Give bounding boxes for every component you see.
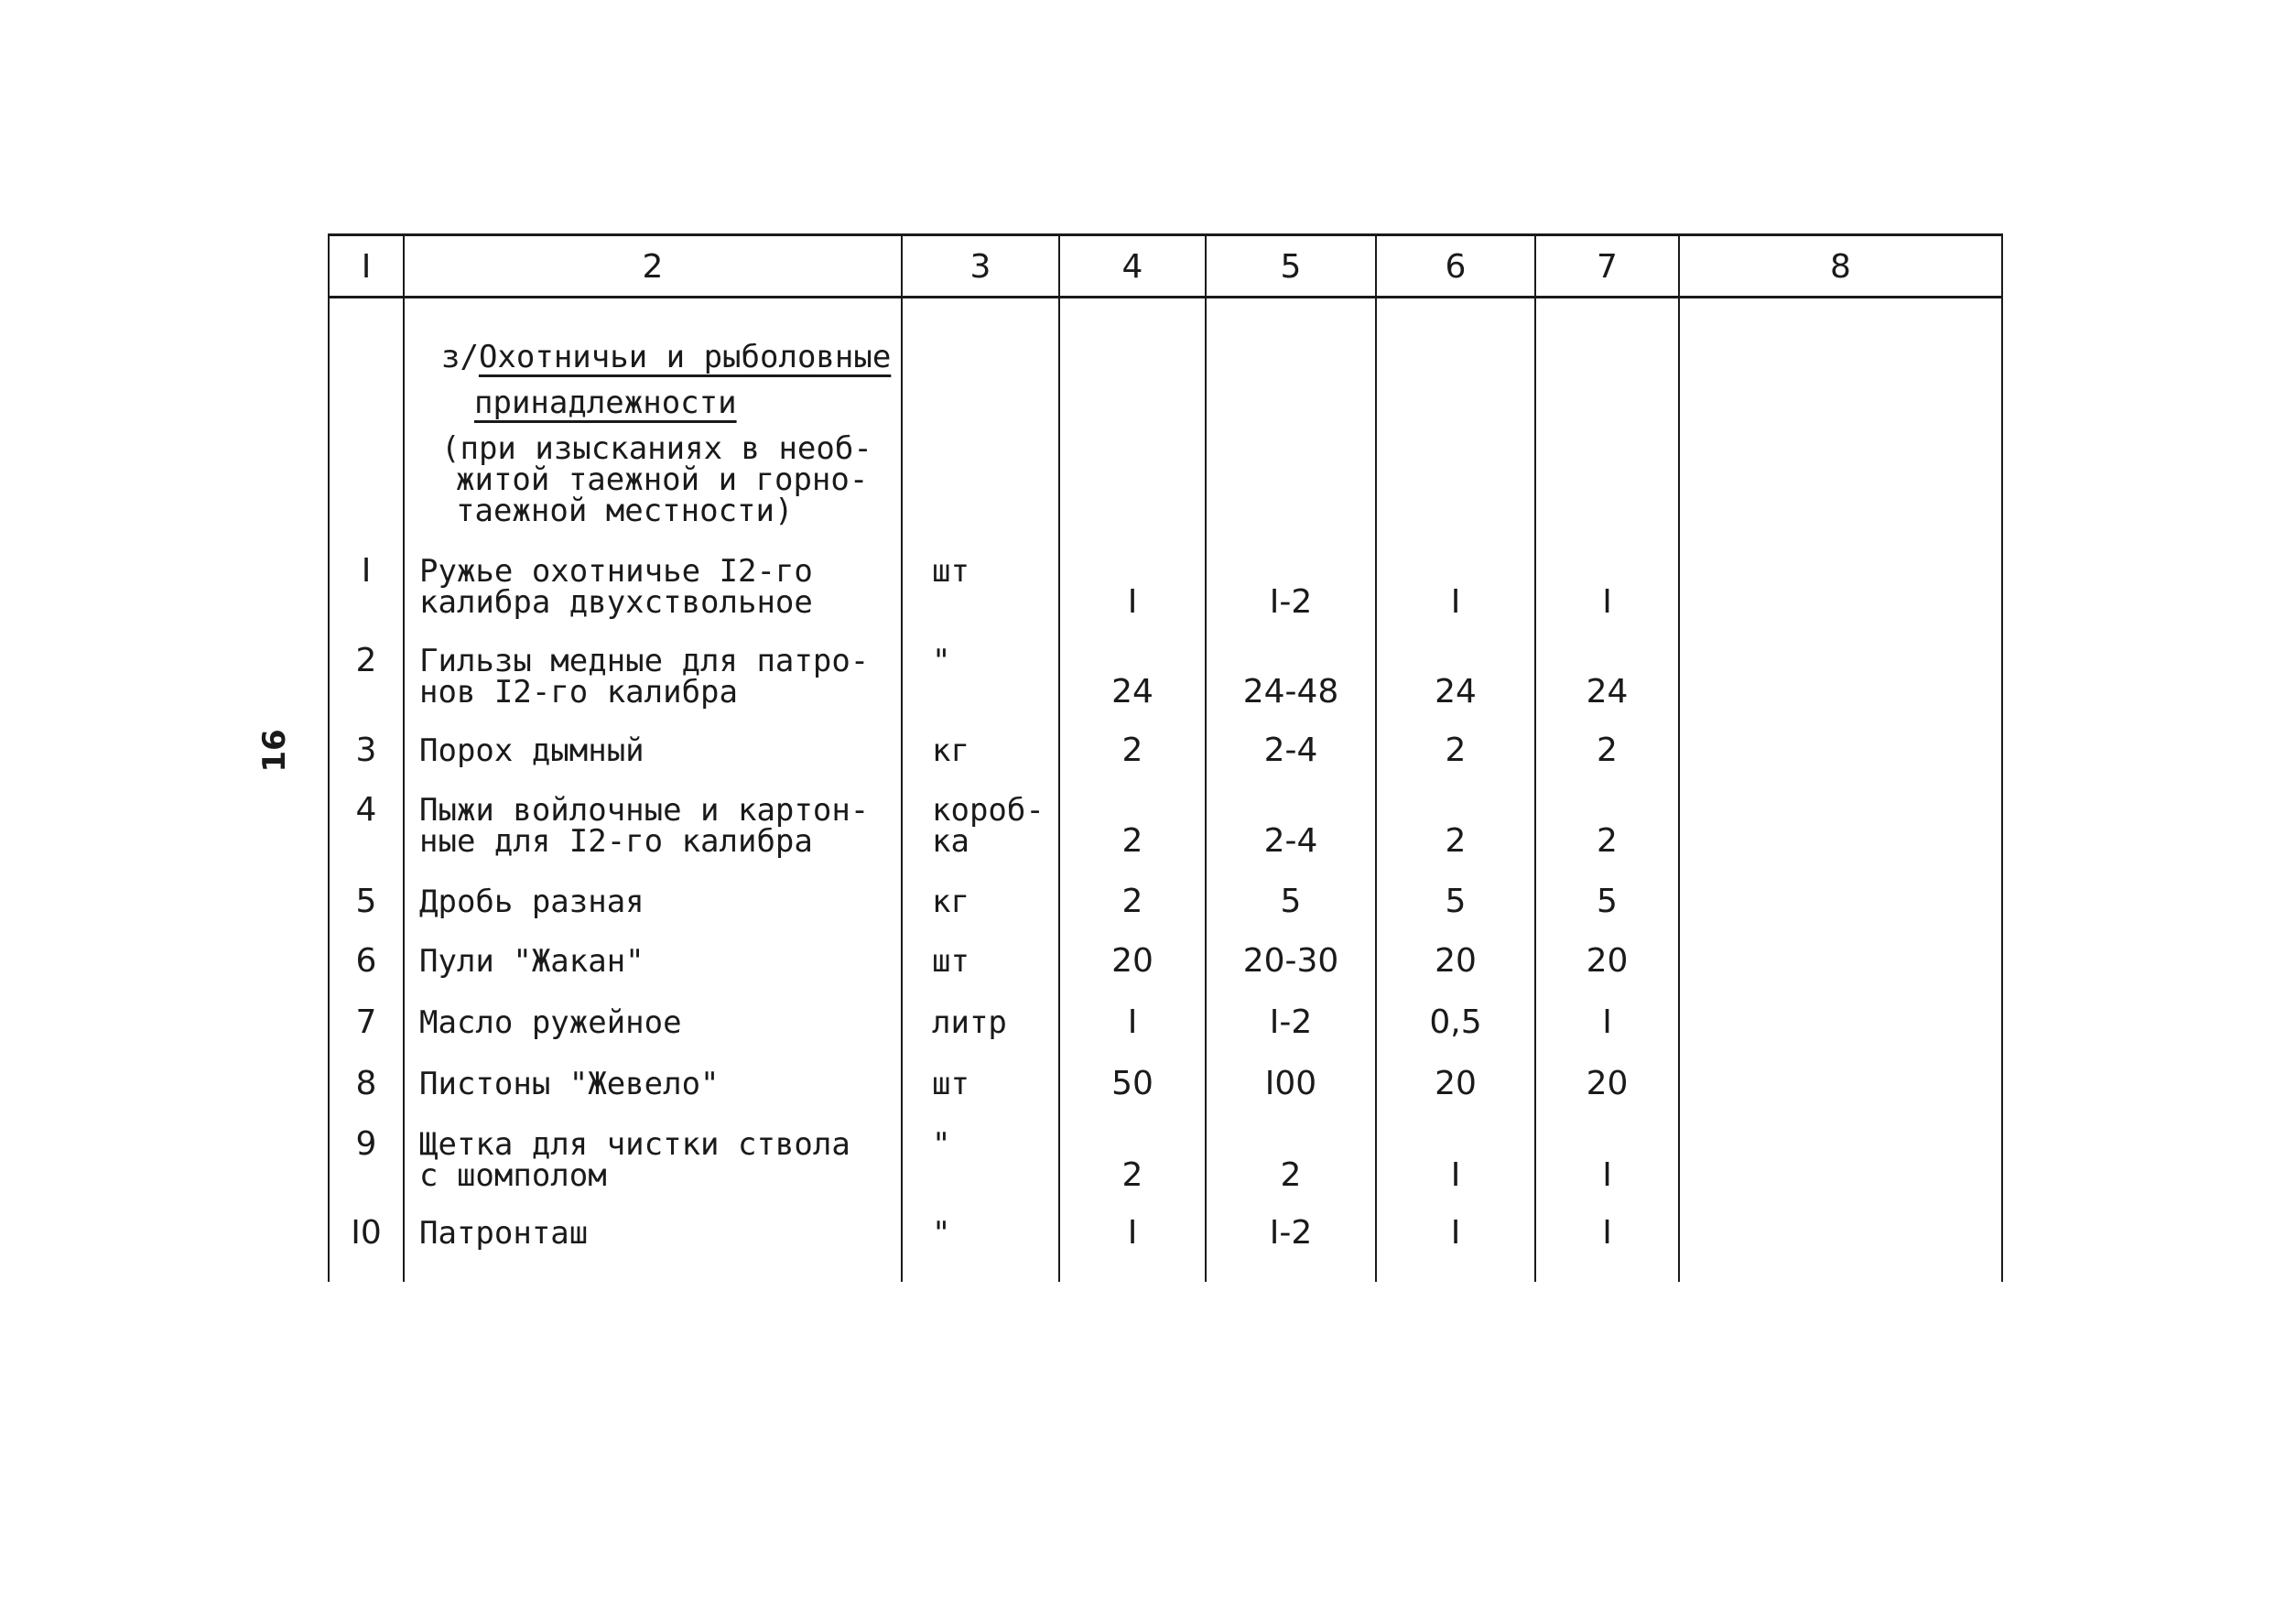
value-c4: 24 — [1111, 673, 1153, 710]
col-rule-7 — [1678, 233, 1680, 1282]
value-c5: 2 — [1280, 1156, 1302, 1194]
value-c7: 20 — [1586, 1065, 1629, 1102]
item-name-line: калибра двухствольное — [419, 584, 813, 621]
col-rule-8 — [2001, 233, 2003, 1282]
unit-line: " — [932, 1126, 951, 1163]
unit-line: шт — [932, 943, 969, 980]
table-top-rule — [328, 233, 2003, 236]
value-c6: 2 — [1445, 822, 1467, 860]
unit-line: шт — [932, 553, 969, 590]
item-name-line: Патронташ — [419, 1215, 589, 1252]
value-c5: 2-4 — [1263, 732, 1318, 769]
value-c4: I — [1127, 1003, 1138, 1041]
value-c6: 20 — [1435, 1065, 1477, 1102]
header-col-3: 3 — [969, 248, 991, 286]
unit-line: ка — [932, 823, 969, 860]
value-c6: 0,5 — [1429, 1003, 1482, 1041]
value-c7: 24 — [1586, 673, 1629, 710]
value-c4: 50 — [1111, 1065, 1153, 1102]
unit-line: шт — [932, 1066, 969, 1102]
header-col-8: 8 — [1830, 248, 1851, 286]
value-c7: I — [1602, 1214, 1612, 1252]
section-note-line1: (при изысканиях в необ- — [441, 430, 872, 467]
value-c6: 2 — [1445, 732, 1467, 769]
item-name-line: с шомполом — [419, 1157, 607, 1194]
unit-line: кг — [932, 732, 969, 769]
value-c4: 20 — [1111, 942, 1153, 980]
unit-line: " — [932, 1215, 951, 1252]
item-name-line: Гильзы медные для патро- — [419, 643, 870, 679]
item-name-line: Пистоны "Жевело" — [419, 1066, 720, 1102]
value-c5: I-2 — [1269, 1214, 1313, 1252]
item-name-line: Пыжи войлочные и картон- — [419, 792, 870, 829]
row-number: 3 — [355, 732, 377, 769]
section-note-line3: таежной местности) — [456, 493, 794, 529]
section-note-line2: житой таежной и горно- — [456, 461, 869, 498]
unit-line: кг — [932, 884, 969, 920]
section-prefix: з/ — [441, 339, 479, 375]
col-rule-1 — [403, 233, 405, 1282]
header-col-4: 4 — [1121, 248, 1143, 286]
row-number: 7 — [355, 1003, 377, 1041]
value-c6: 5 — [1445, 883, 1467, 920]
value-c5: 20-30 — [1242, 942, 1339, 980]
value-c4: 2 — [1121, 822, 1143, 860]
supplies-table — [328, 233, 2003, 1282]
value-c7: I — [1602, 1156, 1612, 1194]
header-col-5: 5 — [1280, 248, 1302, 286]
row-number: 4 — [355, 791, 377, 829]
row-number: 9 — [355, 1125, 377, 1163]
value-c7: 2 — [1597, 822, 1618, 860]
unit-line: литр — [932, 1004, 1007, 1041]
section-title-line2: принадлежности — [474, 385, 737, 421]
col-rule-0 — [328, 233, 330, 1282]
header-col-2: 2 — [642, 248, 664, 286]
header-col-6: 6 — [1445, 248, 1467, 286]
row-number: 2 — [355, 642, 377, 679]
item-name-line: ные для I2-го калибра — [419, 823, 813, 860]
value-c4: 2 — [1121, 1156, 1143, 1194]
value-c6: I — [1450, 1156, 1461, 1194]
value-c6: 24 — [1435, 673, 1477, 710]
section-title-1: Охотничьи и рыболовные — [478, 339, 892, 375]
unit-line: короб- — [932, 792, 1045, 829]
col-rule-2 — [901, 233, 903, 1282]
value-c5: 5 — [1280, 883, 1302, 920]
header-col-1: I — [361, 248, 372, 286]
page-number: 16 — [256, 729, 293, 773]
header-bottom-rule — [328, 296, 2003, 298]
value-c4: I — [1127, 1214, 1138, 1252]
value-c4: I — [1127, 583, 1138, 621]
value-c7: I — [1602, 1003, 1612, 1041]
value-c4: 2 — [1121, 883, 1143, 920]
row-number: I — [361, 552, 372, 590]
row-number: I0 — [351, 1214, 382, 1252]
value-c5: I00 — [1264, 1065, 1317, 1102]
section-title-line1 — [441, 339, 892, 375]
item-name-line: Масло ружейное — [419, 1004, 682, 1041]
value-c7: I — [1602, 583, 1612, 621]
item-name-line: Щетка для чистки ствола — [419, 1126, 850, 1163]
item-name-line: Пули "Жакан" — [419, 943, 644, 980]
item-name-line: Порох дымный — [419, 732, 644, 769]
value-c5: I-2 — [1269, 583, 1313, 621]
value-c7: 2 — [1597, 732, 1618, 769]
item-name-line: нов I2-го калибра — [419, 674, 738, 710]
unit-line: " — [932, 643, 951, 679]
value-c5: 2-4 — [1263, 822, 1318, 860]
value-c7: 5 — [1597, 883, 1618, 920]
row-number: 8 — [355, 1065, 377, 1102]
value-c4: 2 — [1121, 732, 1143, 769]
value-c6: I — [1450, 583, 1461, 621]
header-col-7: 7 — [1597, 248, 1618, 286]
row-number: 5 — [355, 883, 377, 920]
value-c5: 24-48 — [1242, 673, 1339, 710]
value-c5: I-2 — [1269, 1003, 1313, 1041]
value-c6: 20 — [1435, 942, 1477, 980]
item-name-line: Дробь разная — [419, 884, 644, 920]
row-number: 6 — [355, 942, 377, 980]
item-name-line: Ружье охотничье I2-го — [419, 553, 813, 590]
value-c6: I — [1450, 1214, 1461, 1252]
value-c7: 20 — [1586, 942, 1629, 980]
